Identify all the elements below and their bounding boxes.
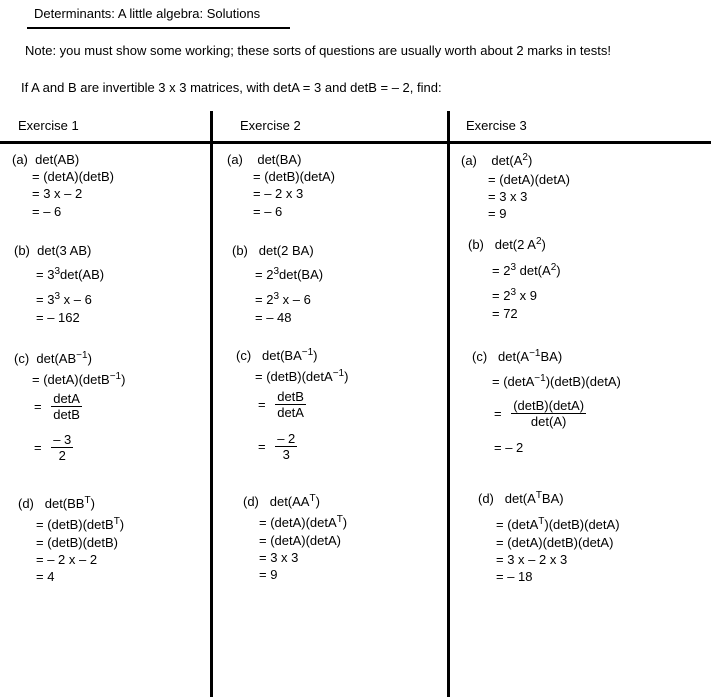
ex1-part-b-step1: = $3^3\det(AB)$ — [36, 266, 105, 282]
ex1-part-c-question: (c) $\det(AB^{-1})$ — [14, 350, 92, 366]
ex1-part-d-step2: = (detB)(detB) — [36, 535, 119, 550]
ex3-part-d-question: (d) $\det(A^TBA)$ — [478, 490, 564, 506]
ex1-part-a-step2: = 3 x – 2 — [32, 186, 83, 201]
problem-prompt: If A and B are invertible 3 x 3 matrices, with detA = 3 and detB = – 2, find: — [21, 80, 442, 95]
ex1-part-c-fraction-1: = $\frac{\det A}{\det B}$ — [34, 391, 80, 422]
ex2-part-b-question: (b) det(2 BA) — [232, 243, 314, 258]
ex2-part-c-question: (c) $\det(BA^{-1})$ — [236, 347, 318, 363]
ex2-part-d-step2: = (detA)(detA) — [259, 533, 342, 548]
ex3-part-b-step2: = $2^3$ x 9 — [492, 287, 537, 303]
ex3-part-b-step1: = $2^3$ $\det(A^2)$ — [492, 262, 561, 278]
ex3-part-a-step2: = 3 x 3 — [488, 189, 528, 204]
ex3-part-b-question: (b) det(2 $A^2$) — [468, 236, 546, 252]
ex3-part-d-step3: = 3 x – 2 x 3 — [496, 552, 568, 567]
ex3-part-b-answer: = 72 — [492, 306, 518, 321]
ex1-part-b-question: (b) det(3 AB) — [14, 243, 92, 258]
exercise-1-header: Exercise 1 — [18, 118, 79, 133]
ex1-part-a-question: (a) det(AB) — [12, 152, 80, 167]
ex2-part-a-question: (a) det(BA) — [227, 152, 302, 167]
ex1-part-a-step1: = (detA)(detB) — [32, 169, 115, 184]
ex1-part-d-step1: = (detB)(detB$^T$) — [36, 516, 125, 532]
header-rule — [0, 141, 711, 144]
ex2-part-d-question: (d) $\det(AA^T)$ — [243, 493, 320, 509]
ex1-part-c-fraction-answer: = $\frac{- 3}{2}$ — [34, 432, 72, 463]
ex2-part-c-step1: = (detB)(detA$^{-1}$) — [255, 368, 349, 384]
ex2-part-d-answer: = 9 — [259, 567, 278, 582]
ex3-part-c-step1: = (detA$^{-1}$)(detB)(detA) — [492, 373, 621, 389]
ex3-part-c-fraction: = $\frac{(\det B)(\det A)}{\det(A)}$ — [494, 398, 585, 429]
ex3-part-c-answer: = – 2 — [494, 440, 524, 455]
ex2-part-d-step1: = (detA)(detA$^T$) — [259, 514, 348, 530]
ex3-part-d-step2: = (detA)(detB)(detA) — [496, 535, 614, 550]
ex3-part-a-answer: = 9 — [488, 206, 507, 221]
ex3-part-d-answer: = – 18 — [496, 569, 533, 584]
ex1-part-d-answer: = 4 — [36, 569, 55, 584]
note-text: Note: you must show some working; these sorts of questions are usually worth about 2 marks in tests! — [25, 43, 611, 58]
ex2-part-d-step3: = 3 x 3 — [259, 550, 299, 565]
ex2-part-a-step2: = – 2 x 3 — [253, 186, 304, 201]
ex2-part-b-answer: = – 48 — [255, 310, 292, 325]
ex2-part-c-fraction-1: = $\frac{\det B}{\det A}$ — [258, 389, 304, 420]
ex3-part-d-step1: = (detA$^T$)(detB)(detA) — [496, 516, 620, 532]
exercise-2-header: Exercise 2 — [240, 118, 301, 133]
ex1-part-b-answer: = – 162 — [36, 310, 80, 325]
ex1-part-b-step2: = $3^3$ x – 6 — [36, 291, 92, 307]
ex1-part-d-step3: = – 2 x – 2 — [36, 552, 98, 567]
ex2-part-a-step1: = (detB)(detA) — [253, 169, 336, 184]
title-underline — [27, 27, 290, 29]
ex3-part-a-question: (a) $\det(A^2)$ — [461, 152, 533, 168]
column-divider-1 — [210, 111, 213, 697]
ex1-part-a-answer: = – 6 — [32, 204, 62, 219]
ex3-part-c-question: (c) $\det(A^{-1}BA)$ — [472, 348, 563, 364]
ex2-part-c-fraction-answer: = $\frac{- 2}{3}$ — [258, 431, 296, 462]
exercise-3-header: Exercise 3 — [466, 118, 527, 133]
ex3-part-a-step1: = (detA)(detA) — [488, 172, 571, 187]
column-divider-2 — [447, 111, 450, 697]
ex2-part-a-answer: = – 6 — [253, 204, 283, 219]
page-title: Determinants: A little algebra: Solutions — [34, 6, 261, 21]
ex2-part-b-step1: = $2^3\det(BA)$ — [255, 266, 324, 282]
ex1-part-d-question: (d) $\det(BB^T)$ — [18, 495, 95, 511]
ex1-part-c-step1: = (detA)(detB$^{-1}$) — [32, 371, 126, 387]
ex2-part-b-step2: = $2^3$ x – 6 — [255, 291, 311, 307]
